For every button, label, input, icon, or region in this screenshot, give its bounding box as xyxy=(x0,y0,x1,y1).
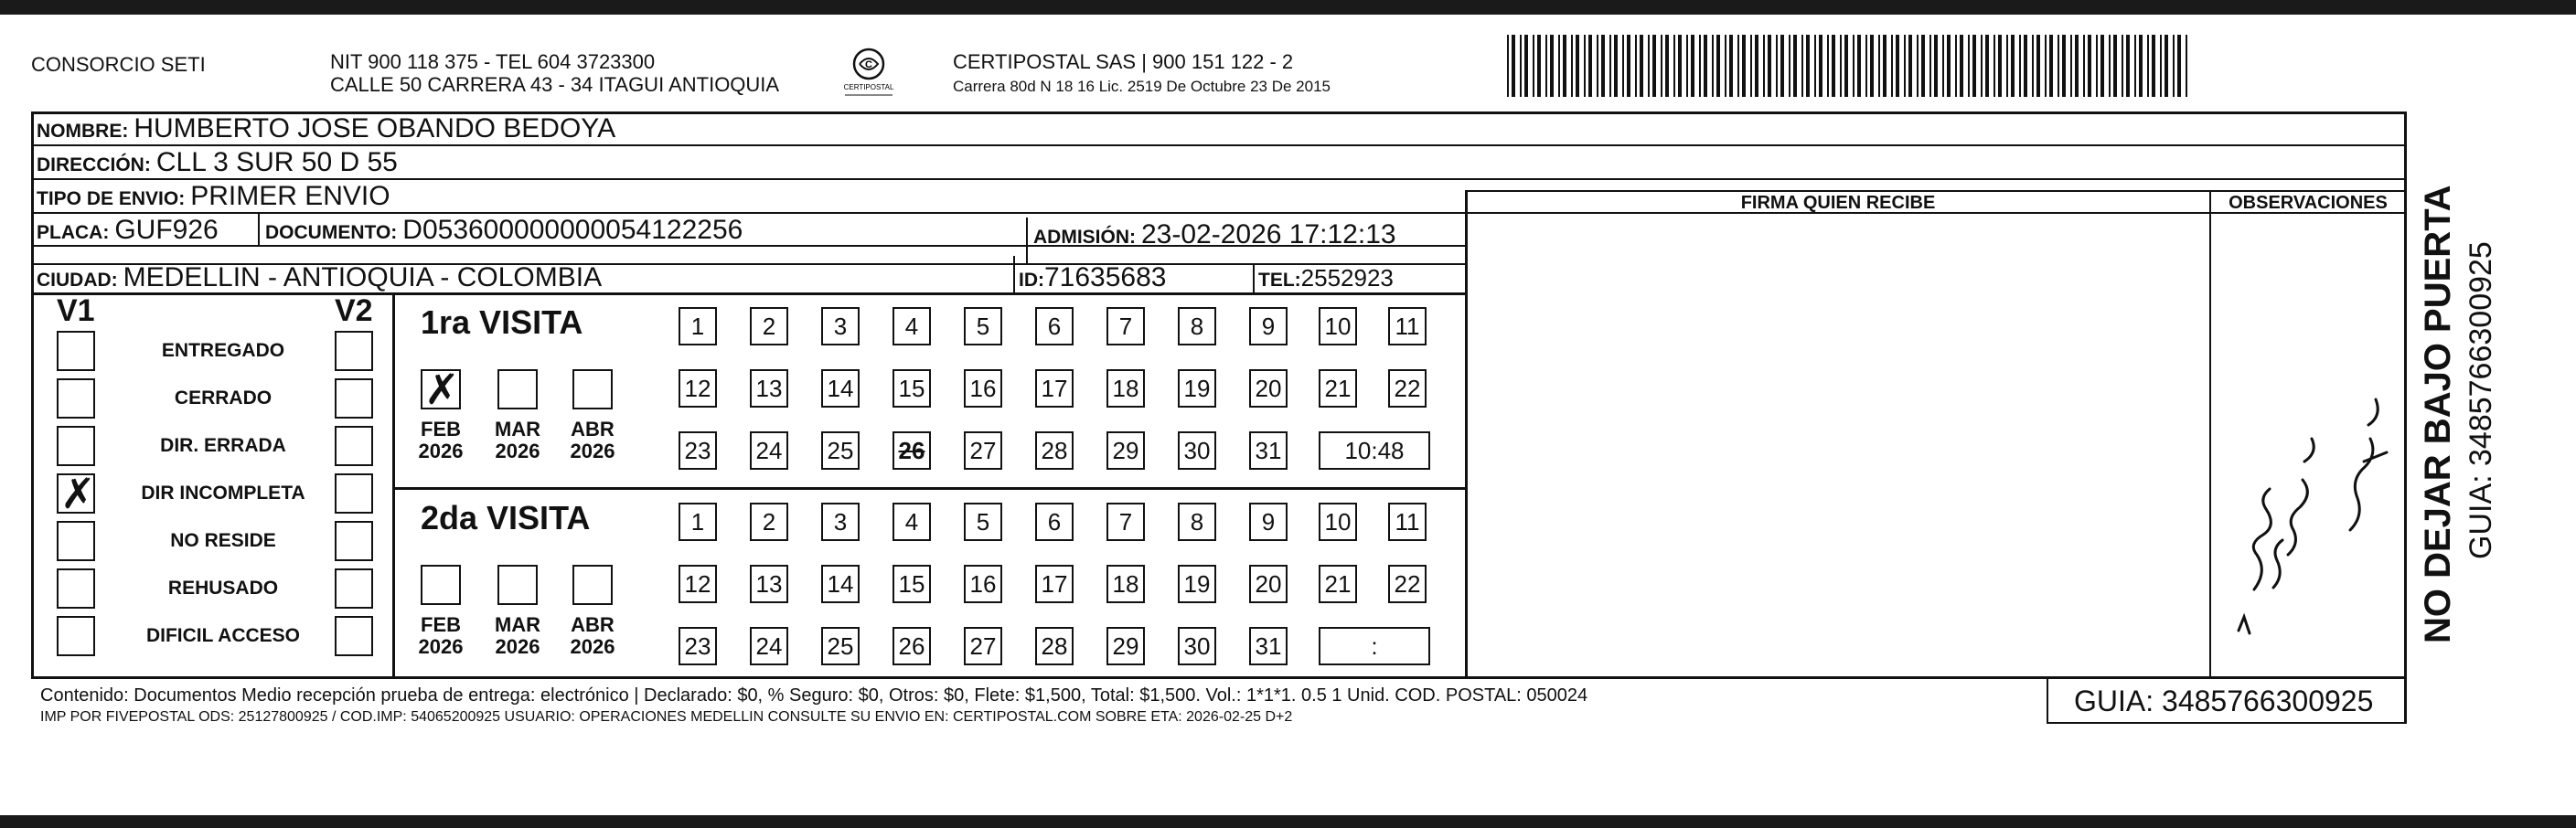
no-dejar-bajo-puerta: NO DEJAR BAJO PUERTA xyxy=(2418,185,2458,643)
status-label: NO RESIDE xyxy=(170,530,276,551)
v2-label: V2 xyxy=(335,293,373,328)
address-line: CALLE 50 CARRERA 43 - 34 ITAGUI ANTIOQUIA xyxy=(330,73,780,96)
barcode-bar xyxy=(2070,35,2072,97)
barcode-bar xyxy=(1725,35,1726,97)
barcode-bar xyxy=(1755,35,1758,97)
status-v1-checkbox[interactable] xyxy=(57,426,95,466)
visit-day-box[interactable]: 31 xyxy=(1249,431,1288,470)
barcode-bar xyxy=(1968,35,1970,97)
visit-day-box[interactable]: 30 xyxy=(1178,431,1216,470)
barcode-bar xyxy=(2088,35,2091,97)
visit-day-box[interactable]: 9 xyxy=(1249,307,1288,345)
status-v2-checkbox[interactable] xyxy=(335,616,373,656)
id-label: ID: xyxy=(1019,270,1044,291)
barcode-bar xyxy=(1793,35,1797,97)
barcode-bar xyxy=(1883,35,1887,97)
visit-day-box[interactable]: 5 xyxy=(964,503,1002,541)
visit-day-box[interactable]: 6 xyxy=(1035,307,1074,345)
id-cell xyxy=(1019,262,1166,296)
barcode-bar xyxy=(2113,35,2117,97)
barcode-bar xyxy=(2011,35,2015,97)
tipo-label: TIPO DE ENVIO: xyxy=(37,188,186,209)
barcode-bar xyxy=(1571,35,1573,97)
placa-label: PLACA: xyxy=(37,222,110,243)
visit-month-label: ABR xyxy=(571,418,615,441)
barcode-bar xyxy=(2058,35,2059,97)
visit-month-year: 2026 xyxy=(570,440,615,462)
visit-day-box[interactable]: 18 xyxy=(1106,369,1145,408)
barcode-bar xyxy=(1981,35,1983,97)
certipostal-line: CERTIPOSTAL SAS | 900 151 122 - 2 xyxy=(953,50,1294,73)
visit-title: 2da VISITA xyxy=(421,499,591,536)
company-name: CONSORCIO SETI xyxy=(31,53,206,76)
visit-day-box[interactable]: 19 xyxy=(1178,369,1216,408)
visit-day-box[interactable]: 28 xyxy=(1035,431,1074,470)
barcode-bar xyxy=(1768,35,1771,97)
barcode-bar xyxy=(1955,35,1957,97)
placa-cell xyxy=(37,215,219,249)
visit-day-box[interactable]: 5 xyxy=(964,307,1002,345)
barcode-bar xyxy=(1853,35,1855,97)
grid-line xyxy=(392,487,1465,490)
status-label: DIR INCOMPLETA xyxy=(141,483,305,504)
barcode-bar xyxy=(1993,35,1995,97)
visit-day-box[interactable]: 29 xyxy=(1106,627,1145,665)
ciudad-label: CIUDAD: xyxy=(37,270,118,291)
visit-day-box[interactable]: 9 xyxy=(1249,503,1288,541)
grid-line xyxy=(2047,722,2407,724)
visit-day-box[interactable]: 26 xyxy=(893,431,931,470)
documento-label: DOCUMENTO: xyxy=(265,222,398,243)
barcode-bar xyxy=(1665,35,1669,97)
status-v2-checkbox[interactable] xyxy=(335,378,373,419)
barcode-bar xyxy=(2075,35,2079,97)
barcode-bar xyxy=(2164,35,2168,97)
grid-line xyxy=(2047,676,2048,722)
visit-day-box[interactable]: 16 xyxy=(964,565,1002,603)
visit-month-year: 2026 xyxy=(570,635,615,658)
barcode-bar xyxy=(1614,35,1618,97)
barcode-bar xyxy=(1524,35,1528,97)
tel-value: 2552923 xyxy=(1300,264,1394,292)
visit-month-label: FEB xyxy=(421,613,461,636)
top-edge-band xyxy=(0,0,2576,15)
visit-day-box[interactable]: 17 xyxy=(1035,369,1074,408)
visit-day-box[interactable]: 22 xyxy=(1388,369,1427,408)
visit-day-box[interactable]: 23 xyxy=(679,431,717,470)
barcode-bar xyxy=(2134,35,2136,97)
v1-label: V1 xyxy=(57,293,95,328)
visit-day-box[interactable]: 26 xyxy=(893,627,931,665)
bottom-edge-band xyxy=(0,815,2576,828)
visit-day-box[interactable]: 1 xyxy=(679,307,717,345)
barcode-bar xyxy=(1896,35,1899,97)
barcode-bar xyxy=(2019,35,2021,97)
barcode-bar xyxy=(1806,35,1810,97)
barcode-bar xyxy=(1934,35,1938,97)
barcode-bar xyxy=(1960,35,1963,97)
barcode-bar xyxy=(2147,35,2149,97)
barcode-bar xyxy=(2100,35,2104,97)
visit-month-label: FEB xyxy=(421,418,461,441)
barcode-bar xyxy=(2139,35,2143,97)
placa-value: GUF926 xyxy=(114,215,219,245)
barcode-bar xyxy=(1520,35,1522,97)
barcode-bar xyxy=(1507,35,1509,97)
barcode-bar xyxy=(1801,35,1803,97)
nit-line: NIT 900 118 375 - TEL 604 3723300 xyxy=(330,50,656,73)
documento-value: D053600000000054122256 xyxy=(402,215,743,245)
status-v1-checkbox[interactable] xyxy=(57,568,95,609)
barcode-bar xyxy=(2045,35,2047,97)
visit-month-checkbox[interactable] xyxy=(572,369,613,409)
barcode-bar xyxy=(2177,35,2181,97)
visit-month-year: 2026 xyxy=(495,635,540,658)
visit-time-box[interactable]: 10:48 xyxy=(1319,431,1430,470)
visit-day-box[interactable]: 11 xyxy=(1388,503,1427,541)
barcode-bar xyxy=(1878,35,1880,97)
visit-day-box[interactable]: 18 xyxy=(1106,565,1145,603)
barcode-bar xyxy=(1512,35,1515,97)
visit-day-box[interactable]: 24 xyxy=(750,431,788,470)
visit-day-box[interactable]: 12 xyxy=(679,565,717,603)
visit-day-box[interactable]: 27 xyxy=(964,431,1002,470)
admision-cell xyxy=(1033,219,1396,253)
barcode-bar xyxy=(1840,35,1842,97)
visit-day-box[interactable]: 15 xyxy=(893,565,931,603)
barcode-bar xyxy=(1742,35,1746,97)
observaciones-header: OBSERVACIONES xyxy=(2229,193,2388,213)
visit-day-box[interactable]: 19 xyxy=(1178,565,1216,603)
barcode-bar xyxy=(1729,35,1733,97)
visit-day-box[interactable]: 14 xyxy=(821,369,860,408)
status-v1-checkbox[interactable] xyxy=(57,331,95,371)
barcode-bar xyxy=(2109,35,2111,97)
visit-day-box[interactable]: 11 xyxy=(1388,307,1427,345)
barcode-bar xyxy=(1917,35,1919,97)
visit-day-box[interactable]: 24 xyxy=(750,627,788,665)
side-guia: GUIA: 3485766300925 xyxy=(2464,241,2498,559)
grid-line xyxy=(1026,218,1028,263)
barcode-bar xyxy=(2062,35,2066,97)
visit-day-box[interactable]: 3 xyxy=(821,307,860,345)
visit-month-year: 2026 xyxy=(495,440,540,462)
barcode-bar xyxy=(1780,35,1784,97)
status-v1-checkbox[interactable] xyxy=(57,469,96,518)
direccion-label: DIRECCIÓN: xyxy=(37,154,151,175)
barcode-bar xyxy=(2024,35,2027,97)
barcode-bar xyxy=(1737,35,1739,97)
svg-text:C: C xyxy=(865,59,872,70)
visit-day-box[interactable]: 3 xyxy=(821,503,860,541)
barcode-bar xyxy=(1622,35,1624,97)
barcode-bar xyxy=(1763,35,1765,97)
visit-day-box[interactable]: 16 xyxy=(964,369,1002,408)
visit-month-checkbox[interactable] xyxy=(421,365,461,414)
visit-day-box[interactable]: 31 xyxy=(1249,627,1288,665)
firma-header: FIRMA QUIEN RECIBE xyxy=(1740,193,1936,213)
barcode-bar xyxy=(1814,35,1816,97)
visit-month-checkbox[interactable] xyxy=(497,369,538,409)
barcode-bar xyxy=(2160,35,2162,97)
visit-day-box[interactable]: 28 xyxy=(1035,627,1074,665)
visit-day-box[interactable]: 2 xyxy=(750,307,788,345)
barcode-bar xyxy=(1588,35,1592,97)
barcode-bar xyxy=(1673,35,1675,97)
barcode-bar xyxy=(1678,35,1682,97)
barcode-bar xyxy=(2083,35,2085,97)
barcode-bar xyxy=(1921,35,1925,97)
grid-line xyxy=(2209,190,2211,678)
barcode-bar xyxy=(1776,35,1778,97)
check-mark-icon: ✗ xyxy=(60,469,96,518)
barcode-bar xyxy=(2122,35,2123,97)
status-label: ENTREGADO xyxy=(161,340,285,361)
barcode-bar xyxy=(2126,35,2130,97)
barcode-bar xyxy=(1985,35,1989,97)
visit-day-box[interactable]: 15 xyxy=(893,369,931,408)
visit-day-box[interactable]: 10 xyxy=(1319,503,1357,541)
barcode-bar xyxy=(1819,35,1822,97)
visit-day-box[interactable]: 4 xyxy=(893,503,931,541)
visit-day-box[interactable]: 17 xyxy=(1035,565,1074,603)
barcode-bar xyxy=(1857,35,1861,97)
barcode-bar xyxy=(1827,35,1829,97)
barcode-bar xyxy=(1635,35,1637,97)
grid-line xyxy=(392,292,395,676)
status-v1-checkbox[interactable] xyxy=(57,521,95,561)
status-label: DIR. ERRADA xyxy=(160,435,286,456)
grid-line xyxy=(258,212,260,245)
nombre-label: NOMBRE: xyxy=(37,121,129,142)
direccion-row xyxy=(37,147,398,181)
visit-day-box[interactable]: 1 xyxy=(679,503,717,541)
visit-day-box[interactable]: 12 xyxy=(679,369,717,408)
certipostal-logo xyxy=(839,44,898,101)
visit-day-box[interactable]: 25 xyxy=(821,431,860,470)
check-mark-icon: ✗ xyxy=(424,365,460,414)
barcode-bar xyxy=(1750,35,1752,97)
visit-day-box[interactable]: 6 xyxy=(1035,503,1074,541)
barcode-bar xyxy=(1648,35,1650,97)
barcode-bar xyxy=(1597,35,1598,97)
status-v2-checkbox[interactable] xyxy=(335,426,373,466)
barcode-bar xyxy=(1832,35,1835,97)
nombre-value: HUMBERTO JOSE OBANDO BEDOYA xyxy=(134,113,616,143)
footer-guia: GUIA: 3485766300925 xyxy=(2074,685,2374,717)
barcode-bar xyxy=(1661,35,1662,97)
barcode-bar xyxy=(1947,35,1951,97)
barcode-bar xyxy=(2006,35,2008,97)
visit-month-checkbox[interactable] xyxy=(572,565,613,605)
admision-value: 23-02-2026 17:12:13 xyxy=(1141,219,1396,249)
barcode-bar xyxy=(1908,35,1912,97)
barcode-bar xyxy=(1627,35,1630,97)
barcode-bar xyxy=(2173,35,2175,97)
visit-day-box[interactable]: 21 xyxy=(1319,369,1357,408)
barcode-bar xyxy=(2186,35,2187,97)
barcode-bar xyxy=(1609,35,1611,97)
barcode xyxy=(1507,35,2187,97)
barcode-bar xyxy=(2152,35,2155,97)
barcode-bar xyxy=(2036,35,2040,97)
nombre-row xyxy=(37,113,615,147)
barcode-bar xyxy=(1537,35,1541,97)
visit-day-box[interactable]: 13 xyxy=(750,565,788,603)
barcode-bar xyxy=(2049,35,2053,97)
visit-day-box[interactable]: 22 xyxy=(1388,565,1427,603)
grid-line xyxy=(31,111,34,678)
visit-time-box[interactable]: : xyxy=(1319,627,1430,665)
tipo-value: PRIMER ENVIO xyxy=(190,181,390,211)
svg-text:CERTIPOSTAL: CERTIPOSTAL xyxy=(843,83,894,91)
tel-label: TEL: xyxy=(1258,270,1301,291)
barcode-bar xyxy=(1558,35,1560,97)
visit-day-box[interactable]: 8 xyxy=(1178,307,1216,345)
visit-month-label: MAR xyxy=(494,418,541,441)
ciudad-cell xyxy=(37,262,602,296)
barcode-bar xyxy=(1870,35,1874,97)
barcode-bar xyxy=(2096,35,2098,97)
barcode-bar xyxy=(1712,35,1714,97)
barcode-bar xyxy=(1891,35,1893,97)
tipo-row xyxy=(37,181,390,215)
visit-title: 1ra VISITA xyxy=(421,303,583,341)
admision-label: ADMISIÓN: xyxy=(1033,227,1136,248)
status-label: DIFICIL ACCESO xyxy=(145,625,300,646)
visit-day-box[interactable]: 25 xyxy=(821,627,860,665)
status-label: REHUSADO xyxy=(167,578,279,599)
barcode-bar xyxy=(1584,35,1586,97)
visit-day-box[interactable]: 20 xyxy=(1249,565,1288,603)
barcode-bar xyxy=(1545,35,1547,97)
barcode-bar xyxy=(1576,35,1579,97)
footer-contenido: Contenido: Documentos Medio recepción prueba de entrega: electrónico | Declarado: $0, % Seguro: $0, Otros: $0, Flete: $1,500, Total: $1,500. Vol.: 1*1*1. 0.5 1 Unid. COD. POSTAL: 050024 xyxy=(40,685,1588,706)
barcode-bar xyxy=(1533,35,1534,97)
visit-day-box[interactable]: 10 xyxy=(1319,307,1357,345)
documento-cell xyxy=(265,215,743,249)
status-v2-checkbox[interactable] xyxy=(335,521,373,561)
visit-day-box[interactable]: 23 xyxy=(679,627,717,665)
barcode-bar xyxy=(1601,35,1605,97)
status-v1-checkbox[interactable] xyxy=(57,616,95,656)
barcode-bar xyxy=(1691,35,1694,97)
barcode-bar xyxy=(1704,35,1707,97)
grid-line xyxy=(1013,256,1015,292)
visit-month-label: ABR xyxy=(571,613,615,636)
barcode-bar xyxy=(1789,35,1790,97)
id-value: 71635683 xyxy=(1044,262,1167,292)
visit-month-year: 2026 xyxy=(418,635,464,658)
visit-day-box[interactable]: 20 xyxy=(1249,369,1288,408)
visit-month-year: 2026 xyxy=(418,440,464,462)
barcode-bar xyxy=(1972,35,1976,97)
visit-day-box[interactable]: 2 xyxy=(750,503,788,541)
barcode-bar xyxy=(1686,35,1688,97)
status-label: CERRADO xyxy=(174,387,273,409)
handwritten-signature xyxy=(2213,315,2400,640)
status-v1-checkbox[interactable] xyxy=(57,378,95,419)
certipostal-address: Carrera 80d N 18 16 Lic. 2519 De Octubre 23 De 2015 xyxy=(953,78,1331,95)
visit-month-checkbox[interactable] xyxy=(421,565,461,605)
grid-line xyxy=(1253,263,1255,292)
status-v2-checkbox[interactable] xyxy=(335,568,373,609)
visit-day-box[interactable]: 4 xyxy=(893,307,931,345)
ciudad-value: MEDELLIN - ANTIOQUIA - COLOMBIA xyxy=(123,262,603,292)
visit-day-box[interactable]: 14 xyxy=(821,565,860,603)
barcode-bar xyxy=(1929,35,1931,97)
barcode-bar xyxy=(1904,35,1906,97)
visit-day-box[interactable]: 7 xyxy=(1106,307,1145,345)
barcode-bar xyxy=(1652,35,1656,97)
barcode-bar xyxy=(2032,35,2034,97)
barcode-bar xyxy=(1844,35,1848,97)
tel-cell xyxy=(1258,262,1394,296)
visit-day-box[interactable]: 21 xyxy=(1319,565,1357,603)
barcode-bar xyxy=(1699,35,1701,97)
status-v2-checkbox[interactable] xyxy=(335,331,373,371)
direccion-value: CLL 3 SUR 50 D 55 xyxy=(155,147,398,177)
visit-month-label: MAR xyxy=(494,613,541,636)
grid-line xyxy=(1465,190,1468,678)
barcode-bar xyxy=(1942,35,1944,97)
grid-line xyxy=(2404,676,2407,724)
barcode-bar xyxy=(1550,35,1554,97)
barcode-bar xyxy=(1640,35,1643,97)
visit-day-box[interactable]: 8 xyxy=(1178,503,1216,541)
visit-day-box[interactable]: 13 xyxy=(750,369,788,408)
barcode-bar xyxy=(1716,35,1720,97)
barcode-bar xyxy=(1998,35,2002,97)
footer-imp: IMP POR FIVEPOSTAL ODS: 25127800925 / COD.IMP: 54065200925 USUARIO: OPERACIONES MEDELLIN CONSULTE SU ENVIO EN: CERTIPOSTAL.COM SOBRE ETA: 2026-02-25 D+2 xyxy=(40,709,1293,725)
grid-line xyxy=(31,676,2407,679)
visit-day-box[interactable]: 29 xyxy=(1106,431,1145,470)
visit-day-box[interactable]: 7 xyxy=(1106,503,1145,541)
barcode-bar xyxy=(1563,35,1566,97)
visit-day-box[interactable]: 30 xyxy=(1178,627,1216,665)
visit-month-checkbox[interactable] xyxy=(497,565,538,605)
visit-day-box[interactable]: 27 xyxy=(964,627,1002,665)
barcode-bar xyxy=(1865,35,1867,97)
status-v2-checkbox[interactable] xyxy=(335,473,373,514)
